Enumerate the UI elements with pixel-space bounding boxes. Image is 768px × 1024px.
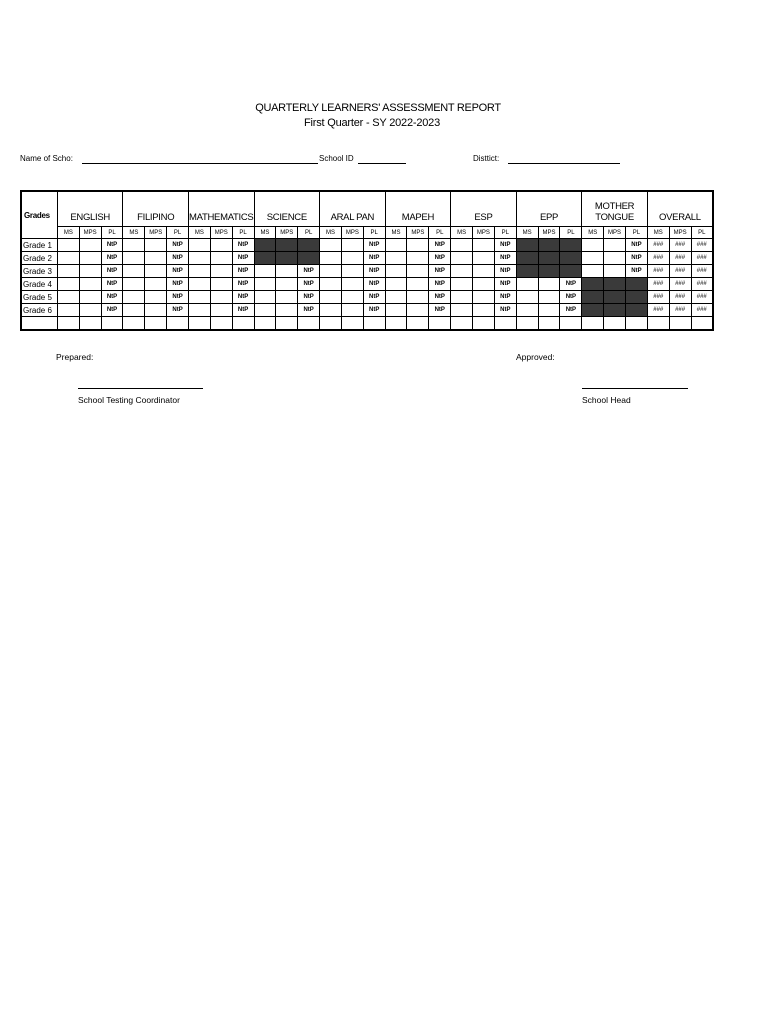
cell-mps	[538, 265, 560, 278]
empty-cell[interactable]	[21, 317, 57, 331]
cell-mps	[276, 252, 298, 265]
cell-pl[interactable]: NtP	[167, 291, 189, 304]
cell-ms[interactable]	[385, 265, 407, 278]
prepared-signature-line[interactable]	[78, 388, 203, 389]
empty-cell[interactable]	[516, 317, 538, 331]
sub-header-mps: MPS	[79, 227, 101, 239]
cell-pl	[560, 252, 582, 265]
cell-ms[interactable]	[254, 291, 276, 304]
sub-header-mps: MPS	[538, 227, 560, 239]
cell-ms	[516, 265, 538, 278]
cell-ms[interactable]	[254, 265, 276, 278]
empty-cell[interactable]	[210, 317, 232, 331]
cell-pl[interactable]: NtP	[101, 252, 123, 265]
cell-mps[interactable]	[407, 252, 429, 265]
cell-pl[interactable]: NtP	[101, 304, 123, 317]
report-title: QUARTERLY LEARNERS' ASSESSMENT REPORT	[255, 102, 501, 114]
cell-pl	[625, 278, 647, 291]
sub-header-ms: MS	[123, 227, 145, 239]
sub-header-pl: PL	[232, 227, 254, 239]
cell-pl[interactable]: NtP	[494, 304, 516, 317]
cell-mps[interactable]	[473, 291, 495, 304]
empty-cell[interactable]	[429, 317, 451, 331]
cell-mps[interactable]	[276, 278, 298, 291]
cell-ms[interactable]	[451, 304, 473, 317]
cell-pl[interactable]: NtP	[298, 265, 320, 278]
subject-header-aral-pan: ARAL PAN	[320, 191, 386, 227]
cell-ms[interactable]	[123, 265, 145, 278]
cell-ms[interactable]: ###	[647, 278, 669, 291]
cell-mps	[604, 291, 626, 304]
cell-ms[interactable]	[451, 291, 473, 304]
cell-pl[interactable]: NtP	[298, 304, 320, 317]
sub-header-row	[21, 227, 713, 239]
table-row	[21, 252, 713, 265]
cell-mps[interactable]	[473, 239, 495, 252]
cell-pl[interactable]: NtP	[363, 252, 385, 265]
cell-pl[interactable]: NtP	[101, 239, 123, 252]
school-id-label: School ID	[319, 154, 354, 163]
cell-mps[interactable]	[341, 304, 363, 317]
cell-mps[interactable]	[210, 304, 232, 317]
cell-mps[interactable]	[407, 304, 429, 317]
cell-pl[interactable]: NtP	[429, 265, 451, 278]
cell-ms[interactable]	[123, 252, 145, 265]
cell-pl[interactable]: ###	[691, 252, 713, 265]
cell-pl[interactable]: NtP	[232, 291, 254, 304]
cell-mps[interactable]	[473, 252, 495, 265]
subject-header-row	[21, 191, 713, 227]
empty-cell[interactable]	[145, 317, 167, 331]
subject-header-english: ENGLISH	[57, 191, 123, 227]
empty-cell[interactable]	[276, 317, 298, 331]
cell-pl[interactable]: NtP	[429, 278, 451, 291]
cell-pl[interactable]: NtP	[625, 252, 647, 265]
sub-header-ms: MS	[647, 227, 669, 239]
sub-header-pl: PL	[298, 227, 320, 239]
cell-ms	[516, 252, 538, 265]
cell-pl[interactable]: NtP	[625, 265, 647, 278]
cell-pl[interactable]: NtP	[363, 291, 385, 304]
empty-cell[interactable]	[625, 317, 647, 331]
cell-ms[interactable]	[188, 291, 210, 304]
school-id-field[interactable]	[358, 163, 406, 164]
sub-header-ms: MS	[451, 227, 473, 239]
cell-pl	[560, 265, 582, 278]
cell-pl[interactable]: NtP	[363, 278, 385, 291]
grade-label: Grade 4	[21, 278, 57, 291]
cell-mps[interactable]	[210, 278, 232, 291]
cell-mps[interactable]	[538, 291, 560, 304]
mother-tongue-line2: TONGUE	[595, 212, 634, 223]
empty-cell[interactable]	[320, 317, 342, 331]
cell-mps[interactable]	[473, 304, 495, 317]
cell-ms[interactable]	[320, 265, 342, 278]
cell-ms[interactable]	[188, 265, 210, 278]
cell-pl	[298, 252, 320, 265]
cell-pl[interactable]: NtP	[363, 304, 385, 317]
cell-pl[interactable]: NtP	[232, 239, 254, 252]
cell-ms[interactable]	[320, 252, 342, 265]
sub-header-ms: MS	[320, 227, 342, 239]
cell-mps[interactable]	[341, 278, 363, 291]
cell-mps[interactable]	[79, 291, 101, 304]
cell-ms	[582, 291, 604, 304]
cell-ms[interactable]	[385, 291, 407, 304]
sub-header-ms: MS	[582, 227, 604, 239]
approved-signature-line[interactable]	[582, 388, 688, 389]
cell-mps[interactable]: ###	[669, 252, 691, 265]
assessment-table	[20, 190, 714, 331]
cell-mps[interactable]	[79, 304, 101, 317]
cell-mps[interactable]	[341, 239, 363, 252]
subject-header-science: SCIENCE	[254, 191, 320, 227]
cell-mps[interactable]	[407, 278, 429, 291]
cell-mps[interactable]: ###	[669, 278, 691, 291]
sub-header-ms: MS	[385, 227, 407, 239]
cell-pl[interactable]: NtP	[494, 239, 516, 252]
cell-mps[interactable]	[79, 278, 101, 291]
subject-header-mapeh: MAPEH	[385, 191, 451, 227]
table-row	[21, 291, 713, 304]
report-subtitle: First Quarter - SY 2022-2023	[303, 117, 441, 129]
cell-mps[interactable]	[538, 304, 560, 317]
cell-pl[interactable]: NtP	[101, 265, 123, 278]
empty-row	[21, 317, 713, 331]
empty-cell[interactable]	[79, 317, 101, 331]
cell-mps[interactable]: ###	[669, 304, 691, 317]
approved-label: Approved:	[516, 352, 555, 362]
sub-header-ms: MS	[57, 227, 79, 239]
empty-cell[interactable]	[473, 317, 495, 331]
empty-cell[interactable]	[123, 317, 145, 331]
cell-mps	[604, 278, 626, 291]
cell-ms[interactable]: ###	[647, 252, 669, 265]
sub-header-mps: MPS	[604, 227, 626, 239]
sub-header-pl: PL	[363, 227, 385, 239]
cell-mps[interactable]	[145, 252, 167, 265]
empty-cell[interactable]	[647, 317, 669, 331]
cell-ms[interactable]	[516, 304, 538, 317]
cell-pl	[560, 239, 582, 252]
cell-ms[interactable]	[57, 304, 79, 317]
cell-ms[interactable]	[451, 252, 473, 265]
cell-ms[interactable]: ###	[647, 265, 669, 278]
grades-header: Grades	[21, 191, 57, 239]
cell-mps[interactable]	[407, 239, 429, 252]
table-row	[21, 265, 713, 278]
cell-mps[interactable]	[538, 278, 560, 291]
cell-pl[interactable]: NtP	[167, 304, 189, 317]
cell-ms	[254, 239, 276, 252]
cell-mps[interactable]	[341, 265, 363, 278]
sub-header-pl: PL	[691, 227, 713, 239]
cell-ms[interactable]	[320, 239, 342, 252]
subject-header-mother-tongue	[582, 191, 648, 227]
table-row	[21, 278, 713, 291]
cell-ms	[516, 239, 538, 252]
cell-ms[interactable]	[320, 304, 342, 317]
sub-header-mps: MPS	[145, 227, 167, 239]
cell-ms	[582, 304, 604, 317]
cell-ms[interactable]	[582, 252, 604, 265]
mother-tongue-line1: MOTHER	[594, 201, 635, 212]
cell-ms[interactable]	[57, 265, 79, 278]
cell-ms[interactable]	[582, 265, 604, 278]
cell-pl	[298, 239, 320, 252]
cell-mps	[276, 239, 298, 252]
prepared-label: Prepared:	[56, 352, 94, 362]
cell-ms[interactable]: ###	[647, 239, 669, 252]
subject-header-esp: ESP	[451, 191, 517, 227]
cell-ms	[582, 278, 604, 291]
cell-pl[interactable]: NtP	[494, 291, 516, 304]
cell-mps[interactable]	[604, 265, 626, 278]
cell-mps[interactable]	[145, 265, 167, 278]
cell-ms[interactable]	[123, 291, 145, 304]
cell-mps[interactable]	[604, 239, 626, 252]
cell-pl[interactable]: NtP	[560, 304, 582, 317]
cell-mps[interactable]	[210, 265, 232, 278]
empty-cell[interactable]	[538, 317, 560, 331]
cell-pl[interactable]: NtP	[494, 252, 516, 265]
cell-mps[interactable]	[210, 239, 232, 252]
cell-mps[interactable]	[210, 252, 232, 265]
cell-ms[interactable]	[123, 304, 145, 317]
cell-ms[interactable]	[57, 278, 79, 291]
cell-mps[interactable]	[276, 304, 298, 317]
cell-mps[interactable]	[341, 252, 363, 265]
cell-ms	[254, 252, 276, 265]
grade-label: Grade 2	[21, 252, 57, 265]
empty-cell[interactable]	[494, 317, 516, 331]
empty-cell[interactable]	[407, 317, 429, 331]
sub-header-ms: MS	[188, 227, 210, 239]
school-name-label: Name of Scho:	[20, 154, 73, 163]
table-row	[21, 239, 713, 252]
cell-pl[interactable]: NtP	[167, 239, 189, 252]
cell-mps[interactable]	[407, 291, 429, 304]
cell-ms[interactable]	[516, 278, 538, 291]
school-name-field[interactable]	[82, 163, 318, 164]
empty-cell[interactable]	[232, 317, 254, 331]
cell-ms[interactable]	[188, 239, 210, 252]
sub-header-ms: MS	[254, 227, 276, 239]
cell-ms[interactable]	[188, 304, 210, 317]
approved-title: School Head	[582, 395, 631, 405]
subject-header-epp: EPP	[516, 191, 582, 227]
subject-header-filipino: FILIPINO	[123, 191, 189, 227]
cell-pl[interactable]: ###	[691, 291, 713, 304]
empty-cell[interactable]	[167, 317, 189, 331]
cell-pl[interactable]: NtP	[429, 291, 451, 304]
sub-header-pl: PL	[625, 227, 647, 239]
cell-ms[interactable]	[254, 304, 276, 317]
cell-ms[interactable]	[57, 291, 79, 304]
cell-ms[interactable]	[57, 239, 79, 252]
cell-pl[interactable]: NtP	[560, 278, 582, 291]
subject-header-overall: OVERALL	[647, 191, 713, 227]
sub-header-pl: PL	[429, 227, 451, 239]
cell-pl[interactable]: NtP	[429, 239, 451, 252]
cell-mps[interactable]	[79, 265, 101, 278]
cell-mps[interactable]	[145, 239, 167, 252]
sub-header-pl: PL	[494, 227, 516, 239]
sub-header-mps: MPS	[341, 227, 363, 239]
cell-mps[interactable]	[604, 252, 626, 265]
cell-ms[interactable]	[385, 252, 407, 265]
empty-cell[interactable]	[582, 317, 604, 331]
cell-pl[interactable]: NtP	[167, 265, 189, 278]
cell-mps[interactable]	[473, 278, 495, 291]
cell-pl[interactable]: NtP	[167, 252, 189, 265]
cell-ms[interactable]	[385, 239, 407, 252]
cell-pl[interactable]: NtP	[363, 265, 385, 278]
cell-pl	[625, 291, 647, 304]
cell-pl[interactable]: ###	[691, 304, 713, 317]
cell-pl[interactable]: NtP	[494, 278, 516, 291]
grade-label: Grade 6	[21, 304, 57, 317]
empty-cell[interactable]	[691, 317, 713, 331]
empty-cell[interactable]	[341, 317, 363, 331]
cell-ms[interactable]	[451, 278, 473, 291]
cell-mps[interactable]	[276, 265, 298, 278]
sub-header-mps: MPS	[669, 227, 691, 239]
sub-header-mps: MPS	[407, 227, 429, 239]
cell-ms[interactable]	[582, 239, 604, 252]
cell-ms[interactable]	[57, 252, 79, 265]
cell-mps[interactable]	[407, 265, 429, 278]
cell-ms[interactable]	[516, 291, 538, 304]
cell-ms[interactable]	[385, 278, 407, 291]
cell-pl[interactable]: ###	[691, 265, 713, 278]
table-row	[21, 304, 713, 317]
cell-mps[interactable]	[473, 265, 495, 278]
district-field[interactable]	[508, 163, 620, 164]
cell-pl[interactable]: NtP	[429, 252, 451, 265]
cell-pl[interactable]: NtP	[363, 239, 385, 252]
cell-pl[interactable]: ###	[691, 278, 713, 291]
cell-mps[interactable]	[341, 291, 363, 304]
cell-ms[interactable]: ###	[647, 304, 669, 317]
empty-cell[interactable]	[254, 317, 276, 331]
cell-pl[interactable]: NtP	[232, 278, 254, 291]
cell-ms[interactable]	[188, 278, 210, 291]
district-label: Disttict:	[473, 154, 500, 163]
cell-ms[interactable]	[451, 239, 473, 252]
cell-mps[interactable]	[276, 291, 298, 304]
cell-pl[interactable]: NtP	[429, 304, 451, 317]
sub-header-ms: MS	[516, 227, 538, 239]
sub-header-mps: MPS	[210, 227, 232, 239]
cell-mps	[604, 304, 626, 317]
empty-cell[interactable]	[560, 317, 582, 331]
empty-cell[interactable]	[669, 317, 691, 331]
sub-header-pl: PL	[560, 227, 582, 239]
sub-header-mps: MPS	[473, 227, 495, 239]
cell-ms[interactable]	[451, 265, 473, 278]
cell-pl[interactable]: NtP	[101, 278, 123, 291]
cell-ms[interactable]	[254, 278, 276, 291]
grade-label: Grade 5	[21, 291, 57, 304]
empty-cell[interactable]	[57, 317, 79, 331]
cell-pl[interactable]: NtP	[232, 265, 254, 278]
empty-cell[interactable]	[604, 317, 626, 331]
empty-cell[interactable]	[363, 317, 385, 331]
cell-mps[interactable]: ###	[669, 291, 691, 304]
cell-mps[interactable]	[145, 291, 167, 304]
cell-mps[interactable]	[79, 239, 101, 252]
prepared-title: School Testing Coordinator	[78, 395, 180, 405]
cell-ms[interactable]	[320, 291, 342, 304]
sub-header-pl: PL	[101, 227, 123, 239]
cell-pl[interactable]: NtP	[232, 252, 254, 265]
cell-ms[interactable]: ###	[647, 291, 669, 304]
cell-pl[interactable]: NtP	[625, 239, 647, 252]
cell-ms[interactable]	[188, 252, 210, 265]
cell-mps	[538, 252, 560, 265]
cell-pl[interactable]: ###	[691, 239, 713, 252]
subject-header-mathematics: MATHEMATICS	[188, 191, 254, 227]
cell-pl[interactable]: NtP	[298, 291, 320, 304]
sub-header-pl: PL	[167, 227, 189, 239]
cell-mps[interactable]	[79, 252, 101, 265]
cell-pl	[625, 304, 647, 317]
cell-ms[interactable]	[320, 278, 342, 291]
cell-pl[interactable]: NtP	[560, 291, 582, 304]
grade-label: Grade 3	[21, 265, 57, 278]
cell-pl[interactable]: NtP	[167, 278, 189, 291]
cell-pl[interactable]: NtP	[101, 291, 123, 304]
empty-cell[interactable]	[385, 317, 407, 331]
cell-pl[interactable]: NtP	[232, 304, 254, 317]
empty-cell[interactable]	[188, 317, 210, 331]
sub-header-mps: MPS	[276, 227, 298, 239]
cell-mps[interactable]	[210, 291, 232, 304]
empty-cell[interactable]	[298, 317, 320, 331]
cell-mps[interactable]	[145, 278, 167, 291]
cell-pl[interactable]: NtP	[298, 278, 320, 291]
empty-cell[interactable]	[451, 317, 473, 331]
cell-mps	[538, 239, 560, 252]
grade-label: Grade 1	[21, 239, 57, 252]
cell-ms[interactable]	[385, 304, 407, 317]
cell-mps[interactable]	[145, 304, 167, 317]
cell-mps[interactable]: ###	[669, 265, 691, 278]
cell-ms[interactable]	[123, 278, 145, 291]
empty-cell[interactable]	[101, 317, 123, 331]
cell-pl[interactable]: NtP	[494, 265, 516, 278]
cell-ms[interactable]	[123, 239, 145, 252]
cell-mps[interactable]: ###	[669, 239, 691, 252]
